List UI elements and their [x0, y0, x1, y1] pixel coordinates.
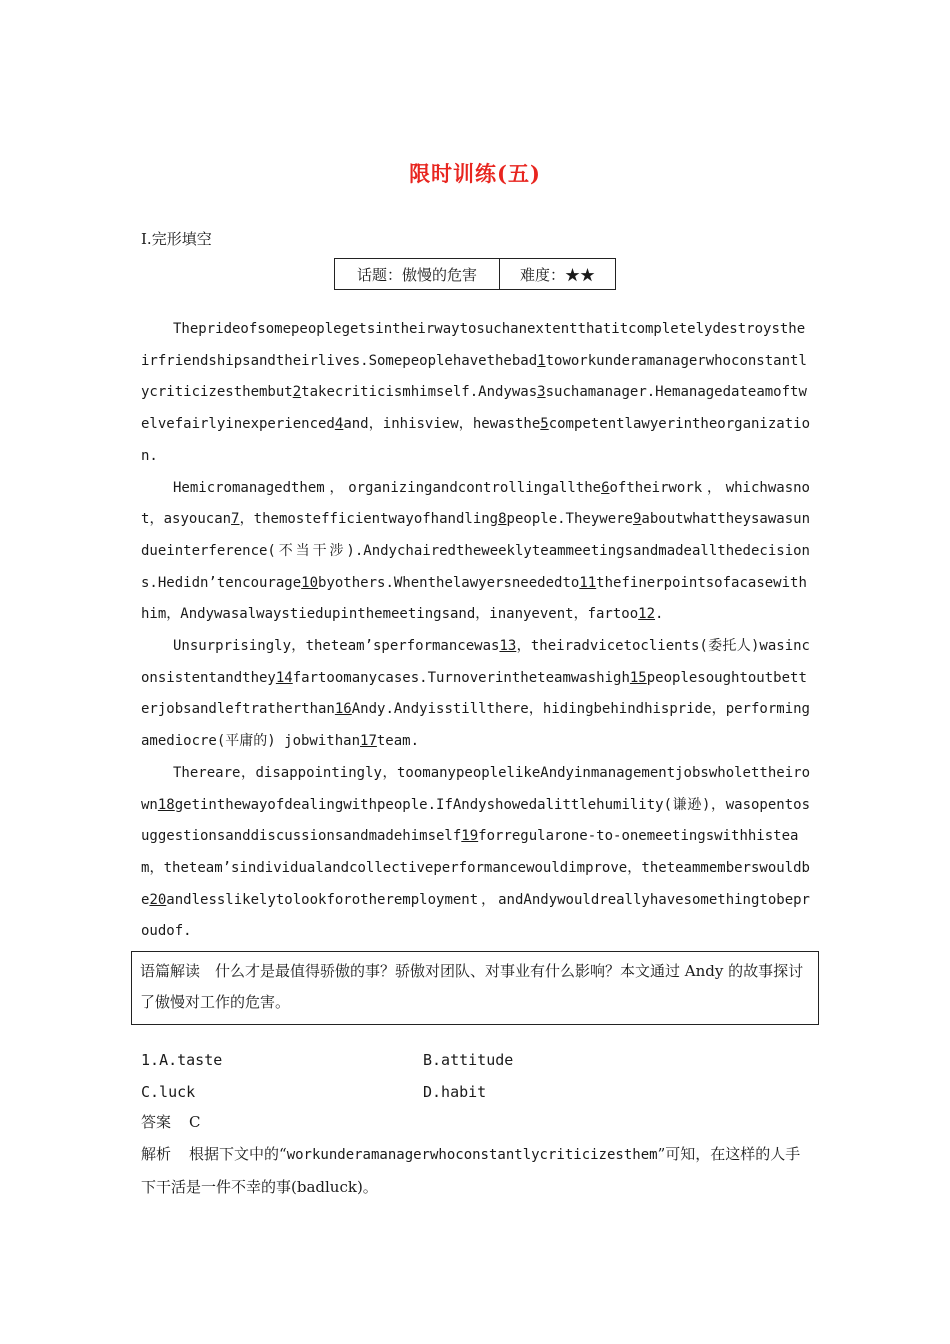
- passage-paragraph: [141, 758, 810, 948]
- option-a: 1.A.taste: [141, 1050, 223, 1069]
- section-heading: Ⅰ.完形填空: [141, 230, 212, 248]
- passage-text: and，inhisview，hewasthe: [343, 416, 541, 433]
- passage-text: oftheirwork，whichwasnot，asyoucan: [141, 479, 810, 528]
- blank-number: 5: [540, 416, 549, 433]
- analysis-quote: workunderamanagerwhoconstantlycriticizesthem: [286, 1147, 658, 1163]
- passage-text: forregularone-to-onemeetingswithhisteam，theteam’sindividualandcollectiveperformancewouldimprove，theteammemberswouldbe: [141, 828, 810, 908]
- blank-number: 6: [601, 479, 610, 496]
- passage-text: aboutwhattheysawasundueinterference(不当干涉).Andychairedtheweeklyteammeetingsandmadeallthedecisions.Hedidn’tencourage: [141, 511, 810, 591]
- blank-number: 13: [499, 638, 517, 655]
- passage-text: Theprideofsomepeoplegetsintheirwaytosuchanextentthatitcompletelydestroystheirfriendshipsandtheirlives.Somepeoplehavethebad: [141, 321, 806, 369]
- blank-number: 12: [638, 606, 656, 623]
- passage-text: byothers.Whenthelawyersneededto: [318, 574, 580, 591]
- blank-number: 14: [275, 669, 293, 686]
- blank-number: 18: [157, 796, 175, 813]
- passage-text: getinthewayofdealingwithpeople.IfAndyshowedalittlehumility(谦逊)，wasopentosuggestionsanddiscussionsandmadehimself: [141, 796, 810, 845]
- blank-number: 2: [292, 384, 302, 401]
- analysis-label: 解析: [141, 1145, 172, 1163]
- passage-paragraph: [141, 631, 810, 758]
- passage-text: ，themostefficientwayofhandling: [239, 511, 499, 528]
- passage-paragraph: [141, 314, 810, 473]
- options-row-2: [141, 1076, 811, 1108]
- passage-text: peoplesoughtoutbetterjobsandleftratherthan: [141, 669, 807, 718]
- topic-label: 话题：傲慢的危害: [335, 259, 500, 289]
- difficulty-label: 难度：★★: [519, 265, 595, 284]
- blank-number: 20: [149, 891, 167, 908]
- blank-number: 16: [334, 701, 352, 718]
- passage-text: competentlawyerintheorganization.: [141, 416, 810, 464]
- blank-number: 3: [537, 384, 546, 401]
- passage-text: toworkunderamanagerwhoconstantlycriticizesthembut: [141, 352, 807, 401]
- answer-label: 答案: [141, 1113, 172, 1131]
- page-title: 限时训练(五): [409, 161, 541, 186]
- blank-number: 4: [334, 416, 344, 433]
- cloze-passage: [141, 314, 810, 948]
- blank-number: 10: [301, 574, 319, 591]
- passage-text: people.Theywere: [506, 511, 633, 528]
- passage-text: takecriticismhimself.Andywas: [301, 384, 538, 401]
- passage-text: ，theiradvicetoclients(委托人)wasinconsistentandthey: [141, 638, 810, 686]
- passage-text: Andy.Andyisstillthere，hidingbehindhispride，performingamediocre(平庸的) jobwithan: [141, 701, 810, 750]
- blank-number: 15: [629, 669, 647, 686]
- reading-note-box: 语篇解读 什么才是最值得骄傲的事？骄傲对团队、对事业有什么影响？本文通过 Andy 的故事探讨了傲慢对工作的危害。: [131, 951, 819, 1025]
- blank-number: 11: [579, 574, 597, 591]
- option-d: D.habit: [423, 1082, 487, 1101]
- options-row-1: [141, 1044, 811, 1076]
- analysis-text-post: ”可知，在这样的人手下干活是一件不幸的事(badluck)。: [141, 1145, 801, 1196]
- passage-text: suchamanager.Hemanagedateamoftwelvefairlyinexperienced: [141, 384, 807, 433]
- answer-line: [141, 1107, 811, 1139]
- topic-box: [334, 258, 616, 290]
- blank-number: 7: [231, 511, 240, 528]
- analysis-block: [141, 1139, 811, 1203]
- blank-number: 8: [498, 511, 507, 528]
- question-1-options: [141, 1044, 811, 1107]
- option-b: B.attitude: [423, 1050, 514, 1069]
- analysis-text-pre: 根据下文中的“: [189, 1145, 287, 1163]
- blank-number: 17: [360, 733, 377, 750]
- option-c: C.luck: [141, 1082, 196, 1101]
- passage-text: thefinerpointsofacasewithhim，Andywasalwaystiedupinthemeetingsand，inanyevent，fartoo: [141, 574, 807, 623]
- passage-text: Hemicromanagedthem，organizingandcontrollingallthe: [173, 479, 602, 496]
- passage-text: team.: [376, 733, 420, 750]
- blank-number: 9: [632, 511, 642, 528]
- blank-number: 19: [461, 828, 479, 845]
- blank-number: 1: [537, 352, 546, 369]
- passage-text: .: [655, 606, 664, 623]
- passage-text: fartoomanycases.Turnoverintheteamwashigh: [292, 669, 630, 686]
- passage-paragraph: [141, 473, 810, 632]
- question-number: 1.: [141, 1050, 160, 1069]
- passage-text: Thereare，disappointingly，toomanypeoplelikeAndyinmanagementjobswholettheirown: [141, 764, 810, 813]
- answer-value: C: [189, 1113, 201, 1131]
- passage-text: Unsurprisingly，theteam’sperformancewas: [173, 638, 500, 655]
- passage-text: andlesslikelytolookforotheremployment，andAndywouldreallyhavesomethingtobeproudof.: [141, 891, 810, 940]
